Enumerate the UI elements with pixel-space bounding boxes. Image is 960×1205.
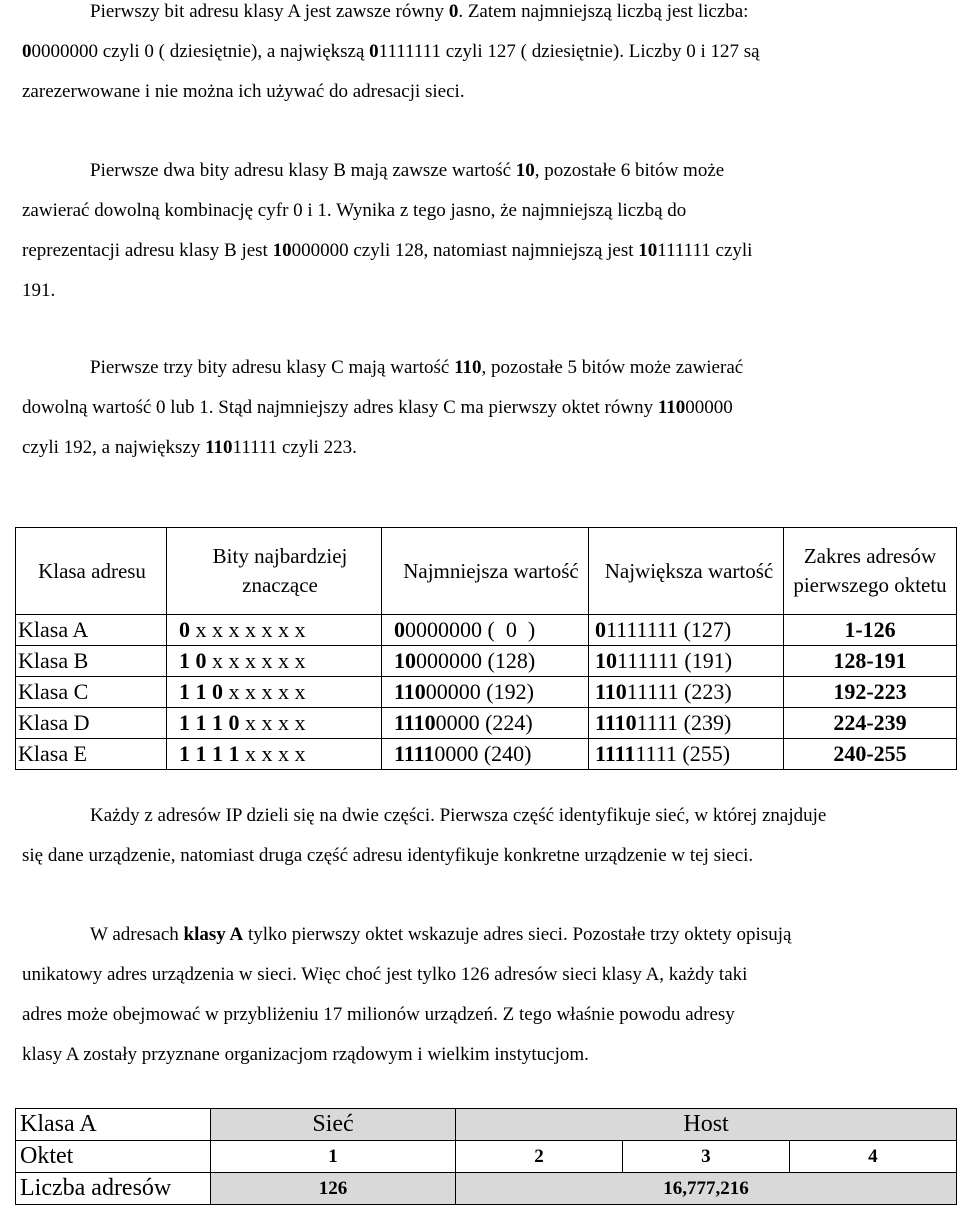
text-line	[22, 915, 942, 955]
text-run: 0000000 czyli 0 ( dziesiętnie), a największą	[31, 41, 370, 62]
text-run: zarezerwowane i nie można ich używać do adresacji sieci.	[22, 81, 465, 102]
text-run: 191.	[22, 280, 56, 301]
bold-text: 0	[22, 41, 32, 62]
msb-bits-bold: 0	[179, 617, 190, 642]
text-run: adres może obejmować w przybliżeniu 17 milionów urządzeń. Z tego właśnie powodu adresy	[22, 1004, 735, 1025]
class-row	[16, 739, 957, 770]
min-value	[382, 677, 589, 708]
network-count: 126	[211, 1173, 456, 1205]
class-name: Klasa D	[16, 708, 167, 739]
max-value-bold: 10	[595, 648, 617, 673]
min-value-rest: 0000 (240)	[434, 741, 532, 766]
text-run: się dane urządzenie, natomiast druga część adresu identyfikuje konkretne urządzenie w tej sieci.	[22, 845, 754, 866]
msb-bits	[167, 677, 382, 708]
text-run: unikatowy adres urządzenia w sieci. Więc choć jest tylko 126 adresów sieci klasy A, każdy taki	[22, 964, 748, 985]
text-run: Pierwszy bit adresu klasy A jest zawsze równy	[90, 1, 449, 22]
max-value-rest: 1111111 (127)	[606, 617, 732, 642]
min-value-bold: 10	[394, 648, 416, 673]
host-header: Host	[456, 1109, 957, 1141]
text-run: czyli 192, a największy	[22, 437, 206, 458]
msb-bits-rest: x x x x	[239, 741, 306, 766]
msb-bits	[167, 615, 382, 646]
class-name: Klasa E	[16, 739, 167, 770]
class-row	[16, 677, 957, 708]
bold-text: 10	[638, 240, 658, 261]
text-run: reprezentacji adresu klasy B jest	[22, 240, 273, 261]
text-run: klasy A zostały przyznane organizacjom rządowym i wielkim instytucjom.	[22, 1044, 589, 1065]
class-row	[16, 615, 957, 646]
bold-text: 110	[205, 437, 233, 458]
max-value-bold: 1110	[595, 710, 637, 735]
max-value-bold: 0	[595, 617, 606, 642]
text-run: Każdy z adresów IP dzieli się na dwie części. Pierwsza część identyfikuje sieć, w której znajduje	[90, 805, 827, 826]
first-octet-range: 192-223	[784, 677, 957, 708]
text-run: 11111 czyli 223.	[232, 437, 357, 458]
msb-bits-bold: 1 0	[179, 648, 207, 673]
bold-text: 0	[448, 1, 459, 22]
max-value	[589, 708, 784, 739]
class-name: Klasa B	[16, 646, 167, 677]
msb-bits	[167, 708, 382, 739]
paragraph-ip-parts	[22, 796, 942, 876]
class-name: Klasa C	[16, 677, 167, 708]
paragraph-class-c	[22, 348, 942, 468]
first-octet-range: 128-191	[784, 646, 957, 677]
label-liczba-adresow: Liczba adresów	[16, 1173, 211, 1205]
octet-table-row-class	[16, 1109, 957, 1141]
octet-1: 1	[211, 1141, 456, 1173]
msb-bits-bold: 1 1 1 0	[179, 710, 240, 735]
max-value	[589, 677, 784, 708]
octet-table-row-octet	[16, 1141, 957, 1173]
label-klasa-a: Klasa A	[16, 1109, 211, 1141]
text-line	[22, 1035, 942, 1075]
text-line	[22, 428, 942, 468]
min-value-bold: 1110	[394, 710, 436, 735]
text-line	[22, 995, 942, 1035]
octet-table-row-count	[16, 1173, 957, 1205]
label-oktet: Oktet	[16, 1141, 211, 1173]
text-line	[22, 836, 942, 876]
msb-bits	[167, 646, 382, 677]
bold-text: klasy A	[183, 924, 244, 945]
header-bity: Bity najbardziej znaczące	[167, 528, 382, 615]
class-table-header-row	[16, 528, 957, 615]
address-class-table	[15, 527, 957, 770]
bold-text: 110	[454, 357, 482, 378]
min-value	[382, 739, 589, 770]
text-line	[22, 271, 942, 311]
class-row	[16, 708, 957, 739]
text-run: tylko pierwszy oktet wskazuje adres sieci. Pozostałe trzy oktety opisują	[243, 924, 792, 945]
paragraph-class-a	[22, 0, 942, 112]
paragraph-class-b	[22, 151, 942, 311]
msb-bits-bold: 1 1 0	[179, 679, 223, 704]
text-run: 111111 czyli	[657, 240, 753, 261]
first-octet-range: 224-239	[784, 708, 957, 739]
min-value-rest: 00000 (192)	[425, 679, 534, 704]
min-value-rest: 000000 (128)	[416, 648, 536, 673]
max-value	[589, 646, 784, 677]
max-value-bold: 1111	[595, 741, 636, 766]
text-run: 1111111 czyli 127 ( dziesiętnie). Liczby 0 i 127 są	[378, 41, 760, 62]
text-run: W adresach	[90, 924, 184, 945]
text-line	[22, 388, 942, 428]
msb-bits-rest: x x x x x x	[206, 648, 306, 673]
text-line	[22, 191, 942, 231]
min-value-rest: 0000 (224)	[435, 710, 533, 735]
host-count: 16,777,216	[456, 1173, 957, 1205]
text-run: . Zatem najmniejszą liczbą jest liczba:	[458, 1, 749, 22]
min-value-bold: 110	[394, 679, 426, 704]
class-row	[16, 646, 957, 677]
msb-bits	[167, 739, 382, 770]
max-value	[589, 615, 784, 646]
msb-bits-bold: 1 1 1 1	[179, 741, 240, 766]
text-line	[22, 0, 942, 32]
first-octet-range: 1-126	[784, 615, 957, 646]
bold-text: 10	[272, 240, 292, 261]
octet-3: 3	[622, 1141, 789, 1173]
paragraph-class-a-detail	[22, 915, 942, 1075]
min-value	[382, 646, 589, 677]
text-line	[22, 231, 942, 271]
text-run: , pozostałe 5 bitów może zawierać	[481, 357, 744, 378]
min-value-rest: 0000000 ( 0 )	[405, 617, 536, 642]
class-name: Klasa A	[16, 615, 167, 646]
msb-bits-rest: x x x x x x x	[190, 617, 306, 642]
text-run: zawierać dowolną kombinację cyfr 0 i 1. Wynika z tego jasno, że najmniejszą liczbą do	[22, 200, 687, 221]
msb-bits-rest: x x x x	[239, 710, 306, 735]
header-zakres: Zakres adresów pierwszego oktetu	[784, 528, 957, 615]
bold-text: 10	[515, 160, 535, 181]
text-line	[22, 32, 942, 72]
min-value	[382, 708, 589, 739]
header-klasa: Klasa adresu	[16, 528, 167, 615]
octet-4: 4	[789, 1141, 956, 1173]
text-line	[22, 72, 942, 112]
first-octet-range: 240-255	[784, 739, 957, 770]
text-line	[22, 348, 942, 388]
text-line	[22, 955, 942, 995]
max-value-rest: 11111 (223)	[626, 679, 732, 704]
header-najmniejsza: Najmniejsza wartość	[382, 528, 589, 615]
min-value	[382, 615, 589, 646]
bold-text: 0	[369, 41, 379, 62]
network-header: Sieć	[211, 1109, 456, 1141]
header-najwieksza: Największa wartość	[589, 528, 784, 615]
msb-bits-rest: x x x x x	[223, 679, 306, 704]
class-a-octet-table	[15, 1108, 957, 1205]
max-value-rest: 1111 (255)	[635, 741, 731, 766]
max-value	[589, 739, 784, 770]
min-value-bold: 1111	[394, 741, 435, 766]
max-value-bold: 110	[595, 679, 627, 704]
text-run: 00000	[685, 397, 733, 418]
text-run: Pierwsze trzy bity adresu klasy C mają wartość	[90, 357, 455, 378]
bold-text: 110	[657, 397, 686, 418]
max-value-rest: 1111 (239)	[636, 710, 732, 735]
text-run: dowolną wartość 0 lub 1. Stąd najmniejszy adres klasy C ma pierwszy oktet równy	[22, 397, 658, 418]
text-run: , pozostałe 6 bitów może	[534, 160, 725, 181]
octet-2: 2	[456, 1141, 623, 1173]
text-line	[22, 151, 942, 191]
text-line	[22, 796, 942, 836]
text-run: 000000 czyli 128, natomiast najmniejszą jest	[291, 240, 639, 261]
max-value-rest: 111111 (191)	[617, 648, 733, 673]
text-run: Pierwsze dwa bity adresu klasy B mają zawsze wartość	[90, 160, 516, 181]
min-value-bold: 0	[394, 617, 405, 642]
